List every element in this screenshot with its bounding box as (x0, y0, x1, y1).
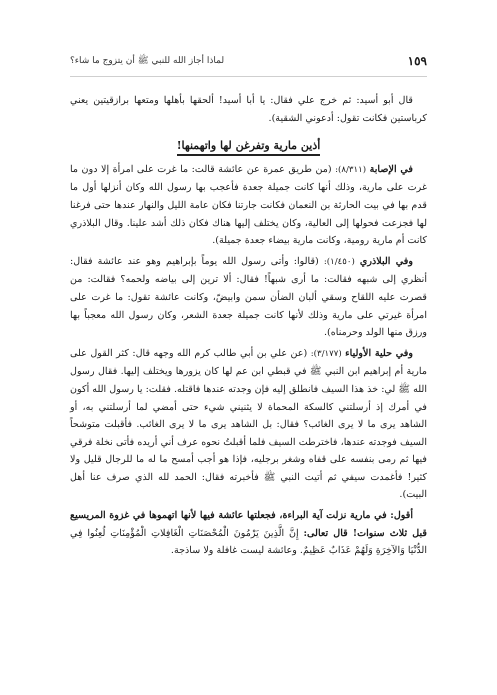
paragraph-5 (70, 507, 427, 560)
page-header (70, 46, 427, 77)
paragraph-2 (70, 161, 427, 250)
paragraph-5-text: إِنَّ الَّذِينَ يَرْمُونَ الْمُحْصَنَاتِ الْغَافِلاتِ الْمُؤْمِنَاتِ لُعِنُوا فِي الدُّنْيَا وَالآخِرَةِ وَلَهُمْ عَذَابٌ عَظِيمٌ. وعائشة ليست غافلة ولا ساذجة. (70, 527, 427, 557)
paragraph-3 (70, 253, 427, 342)
page-body (70, 92, 427, 563)
paragraph-1: قال أبو أسيد: ثم خرج علي فقال: يا أبا أسيد! ألحقها بأهلها ومتعها برازقيتين يعني كرباستين فكانت تقول: أدعوني الشقية). (70, 95, 427, 124)
paragraph-4 (70, 345, 427, 504)
paragraph-3-text: (قالوا: وأتى رسول الله يوماً بإبراهيم وهو عند عائشة فقال: أنظري إلى شبهه فقالت: ما أرى شبهاً! فقال: ألا ترين إلى بياضه ولحمه؟ فقالت: من قصرت عليه اللقاح وسقي ألبان الضأن سمن وابيضّ، وكانت عائشة تقول: ما غرت على امرأة غيرتي على مارية وذلك لأنها كانت جميلة جعدة الشعر، وكان رسول الله معجباً بها ورزق منها الولد وحرمناه). (70, 255, 427, 339)
paragraph-3-lead: وفي البلاذري (359, 255, 413, 267)
section-heading-text: أذين مارية وتفرغن لها واتهمنها! (177, 139, 321, 156)
paragraph-4-lead: وفي حلية الأولياء (345, 347, 413, 359)
section-heading (70, 137, 427, 155)
paragraph-5-lead: أقول: في مارية نزلت آية البراءة، فجعلتها عائشة فيها لأنها اتهموها في غزوة المريسيع قبل ثلاث سنوات! قال تعالى: (70, 510, 427, 539)
paragraph-2-text: (من طريق عمرة عن عائشة قالت: ما غرت على امرأة إلا دون ما غرت على مارية، وذلك أنها كانت جميلة جعدة فأعجب بها رسول الله وكان أنزلها أول ما قدم بها في بيت الحارثة بن النعمان فكانت جارتنا فكان عامة الليل والنهار عندها حتى فرغنا لها فجزعت فحولها إلى العالية، وكان يختلف إليها هناك فكان ذلك أشد علينا. وقال البلاذري كانت أم مارية رومية، وكانت مارية بيضاء جعدة جميلة). (70, 163, 427, 247)
paragraph-2-citation: (٨/٣١١): (335, 164, 367, 175)
paragraph-4-text: (عن علي بن أبي طالب كرم الله وجهه قال: كثر القول على مارية أم إبراهيم ابن النبي ﷺ في قبطي ابن عم لها كان يزورها ويختلف إليها. فقال رسول الله ﷺ لي: خذ هذا السيف فانطلق إليه فإن وجدته عندها فاقتله. فقلت: يا رسول الله أكون في أمرك إذ أرسلتني كالسكة المحماة لا يثنيني شيء حتى أمضي لما أرسلتني به، أو الشاهد يرى ما لا يرى الغائب؟ فقال: بل الشاهد يرى ما لا يرى الغائب. فأقبلت متوشحاً السيف فوجدته عندها، فاخترطت السيف فلما أقبلتُ نحوه عرف أني أريده فأتى نخلة فرقي فيها ثم رمى بنفسه على قفاه وشغر برجليه، فإذا هو أجب أمسح ما له ما للرجال قليل ولا كثير! فأغمدت سيفي ثم أتيت النبي ﷺ فأخبرته فقال: الحمد لله الذي صرف عنا أهل البيت). (70, 347, 427, 501)
paragraph-3-citation: (١/٤٥٠): (323, 256, 355, 267)
paragraph-4-citation: (٣/١٧٧): (310, 348, 342, 359)
paragraph-2-lead: في الإصابة (369, 163, 413, 175)
page-number: ١٥٩ (407, 54, 427, 68)
running-title: لماذا أجاز الله للنبي ﷺ أن يتزوج ما شاء؟ (70, 56, 225, 66)
